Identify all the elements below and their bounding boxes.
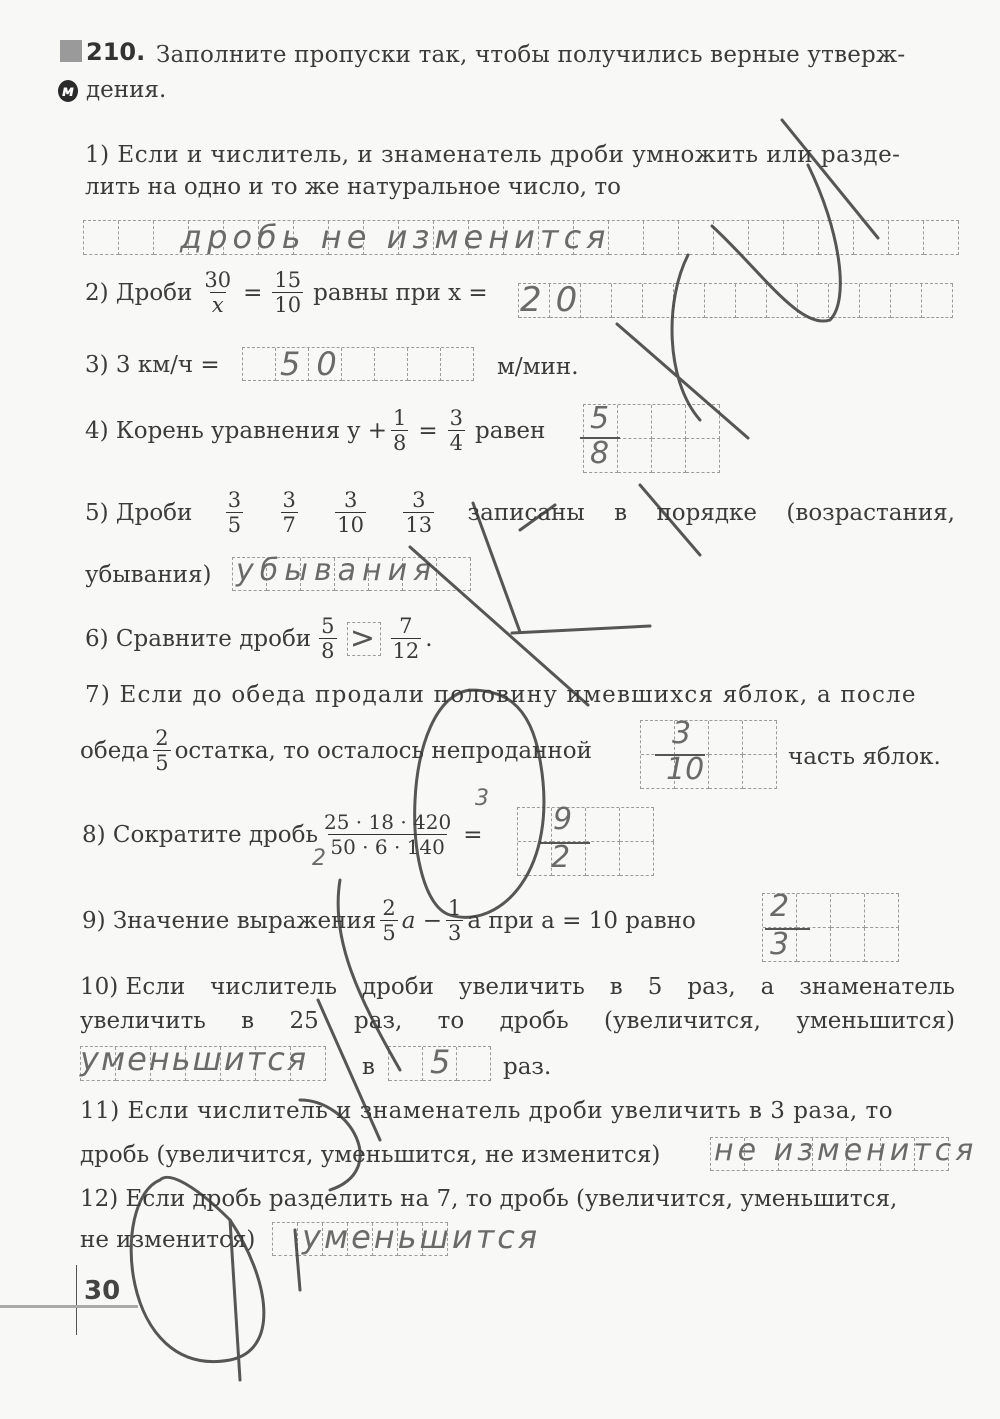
word: а bbox=[760, 974, 775, 1000]
denominator: 5 bbox=[227, 513, 242, 537]
item-2-answer: 20 bbox=[520, 280, 592, 320]
fraction bbox=[448, 406, 465, 455]
item-12-line1: 12) Если дробь разделить на 7, то дробь (увеличится, уменьшится, bbox=[80, 1186, 898, 1212]
item-6-answer-box[interactable] bbox=[347, 622, 381, 656]
item-7-middle: остатка, то осталось непроданной bbox=[174, 737, 592, 764]
word: (увеличится, bbox=[604, 1008, 761, 1034]
fraction bbox=[202, 268, 233, 317]
numerator: 3 bbox=[282, 488, 296, 512]
word: увеличить bbox=[80, 1008, 206, 1034]
item-5-answer: убывания bbox=[236, 553, 438, 588]
denominator: 7 bbox=[282, 513, 296, 537]
item-2-suffix: равны при x = bbox=[313, 279, 488, 306]
word: дроби bbox=[362, 974, 434, 1000]
item-4-suffix: равен bbox=[475, 417, 546, 444]
item-6-suffix: . bbox=[425, 625, 433, 652]
denominator: 13 bbox=[405, 513, 433, 537]
item-7-answer-denominator: 10 bbox=[666, 752, 705, 787]
item-3-suffix: м/мин. bbox=[497, 354, 579, 380]
numerator: 7 bbox=[399, 614, 413, 638]
item-6-row bbox=[85, 614, 433, 663]
item-7-row bbox=[80, 726, 592, 775]
word: 5 bbox=[647, 974, 663, 1000]
item-11-line2: дробь (увеличится, уменьшится, не изменится) bbox=[80, 1142, 661, 1168]
fraction bbox=[281, 488, 298, 537]
word: порядке bbox=[656, 499, 757, 526]
item-4-answer-denominator: 8 bbox=[590, 436, 612, 471]
word: записаны bbox=[467, 499, 585, 526]
item-5-prefix: 5) Дроби bbox=[85, 499, 193, 526]
item-11-answer: не изменится bbox=[714, 1133, 978, 1168]
item-8-prefix: 8) Сократите дробь bbox=[82, 821, 318, 848]
denominator: 50 · 6 · 140 bbox=[330, 835, 445, 859]
m-badge-icon: м bbox=[58, 80, 78, 102]
item-12-answer: уменьшится bbox=[302, 1218, 541, 1256]
item-6-prefix: 6) Сравните дроби bbox=[85, 625, 312, 652]
item-2-row bbox=[85, 268, 488, 317]
numerator: 5 bbox=[321, 614, 335, 638]
fraction bbox=[272, 268, 303, 317]
numerator: 3 bbox=[227, 488, 242, 512]
item-2-prefix: 2) Дроби bbox=[85, 279, 193, 306]
item-8-note-2: 2 bbox=[312, 846, 328, 871]
word: то bbox=[437, 1008, 465, 1034]
item-11-line1: 11) Если числитель и знаменатель дроби увеличить в 3 раза, то bbox=[80, 1098, 894, 1124]
exercise-number: 210. bbox=[86, 38, 146, 66]
numerator: 3 bbox=[343, 488, 358, 512]
fraction bbox=[153, 726, 170, 775]
item-4-row bbox=[85, 406, 545, 455]
item-10-answer: уменьшится bbox=[80, 1040, 309, 1078]
fraction bbox=[226, 488, 243, 537]
denominator: 5 bbox=[382, 921, 396, 945]
denominator: 10 bbox=[274, 293, 302, 317]
denominator: 8 bbox=[392, 431, 407, 455]
item-10-answer2: 5 bbox=[430, 1043, 453, 1081]
fraction bbox=[391, 406, 408, 455]
word: в bbox=[241, 1008, 255, 1034]
item-5-row bbox=[85, 488, 955, 537]
item-3-answer: 50 bbox=[280, 345, 353, 383]
word: в bbox=[614, 499, 628, 526]
equals: = bbox=[463, 821, 483, 848]
item-10-line2 bbox=[80, 1006, 955, 1036]
word: раз, bbox=[687, 974, 736, 1000]
item-4-prefix: 4) Корень уравнения y + bbox=[85, 417, 387, 444]
numerator: 15 bbox=[274, 268, 302, 292]
word: числитель bbox=[210, 974, 337, 1000]
denominator: 3 bbox=[448, 921, 462, 945]
word: знаменатель bbox=[799, 974, 955, 1000]
numerator: 30 bbox=[204, 268, 232, 292]
numerator: 1 bbox=[392, 406, 407, 430]
numerator: 1 bbox=[448, 896, 462, 920]
item-5-line2: убывания) bbox=[85, 562, 212, 588]
word: 10) Если bbox=[80, 974, 186, 1000]
item-9-answer-numerator: 2 bbox=[770, 889, 792, 924]
item-8-note-3: 3 bbox=[475, 786, 491, 811]
item-1-line1: 1) Если и числитель, и знаменатель дроби умножить или разде- bbox=[85, 142, 901, 168]
word: увеличить bbox=[458, 974, 585, 1000]
numerator: 25 · 18 · 420 bbox=[323, 810, 452, 834]
exercise-marker-square bbox=[60, 40, 82, 62]
denominator: 12 bbox=[392, 639, 420, 663]
fraction bbox=[446, 896, 463, 945]
numerator: 2 bbox=[382, 896, 396, 920]
numerator: 3 bbox=[412, 488, 426, 512]
item-7-line1: 7) Если до обеда продали половину имевшихся яблок, а после bbox=[85, 682, 917, 708]
item-10-middle: в bbox=[362, 1054, 375, 1080]
denominator: 8 bbox=[321, 639, 335, 663]
fraction bbox=[391, 614, 422, 663]
fraction bbox=[403, 488, 434, 537]
denominator: 4 bbox=[449, 431, 464, 455]
fraction bbox=[380, 896, 397, 945]
item-7-prefix: обеда bbox=[80, 737, 150, 764]
item-6-answer: > bbox=[349, 620, 378, 656]
item-8-answer-numerator: 9 bbox=[553, 802, 575, 837]
item-8-answer-denominator: 2 bbox=[551, 840, 573, 875]
word: 25 bbox=[289, 1008, 319, 1034]
item-7-suffix: часть яблок. bbox=[788, 744, 941, 770]
exercise-title-line1: Заполните пропуски так, чтобы получились верные утверж- bbox=[156, 42, 906, 68]
item-10-line1 bbox=[80, 972, 955, 1002]
denominator: 10 bbox=[337, 513, 365, 537]
equals: = bbox=[243, 279, 263, 306]
word: (возрастания, bbox=[786, 499, 955, 526]
fraction bbox=[319, 614, 336, 663]
item-3-prefix: 3) 3 км/ч = bbox=[85, 352, 220, 378]
item-9-suffix: a при a = 10 равно bbox=[467, 907, 696, 934]
item-10-suffix: раз. bbox=[503, 1054, 552, 1080]
fraction bbox=[322, 810, 453, 859]
word: в bbox=[609, 974, 623, 1000]
item-12-line2: не изменится) bbox=[80, 1227, 256, 1253]
item-8-row bbox=[82, 810, 482, 859]
word: уменьшится) bbox=[796, 1008, 955, 1034]
item-9-var: a − bbox=[401, 907, 442, 934]
equals: = bbox=[418, 417, 438, 444]
denominator: 5 bbox=[155, 751, 169, 775]
item-7-answer-numerator: 3 bbox=[672, 716, 694, 751]
word: раз, bbox=[354, 1008, 403, 1034]
exercise-title-line2: дения. bbox=[86, 77, 167, 103]
numerator: 3 bbox=[449, 406, 464, 430]
fraction bbox=[335, 488, 366, 537]
page-vertical-rule bbox=[76, 1265, 77, 1335]
item-9-answer-denominator: 3 bbox=[770, 927, 792, 962]
denominator: x bbox=[211, 293, 224, 317]
item-3-answer-grid[interactable] bbox=[242, 347, 474, 381]
word: дробь bbox=[499, 1008, 569, 1034]
numerator: 2 bbox=[155, 726, 169, 750]
item-9-prefix: 9) Значение выражения bbox=[82, 907, 377, 934]
item-9-row bbox=[82, 896, 696, 945]
item-1-answer: дробь не изменится bbox=[180, 218, 611, 256]
page-number: 30 bbox=[84, 1276, 121, 1306]
item-1-line2: лить на одно и то же натуральное число, то bbox=[85, 174, 621, 200]
item-4-answer-numerator: 5 bbox=[590, 401, 612, 436]
